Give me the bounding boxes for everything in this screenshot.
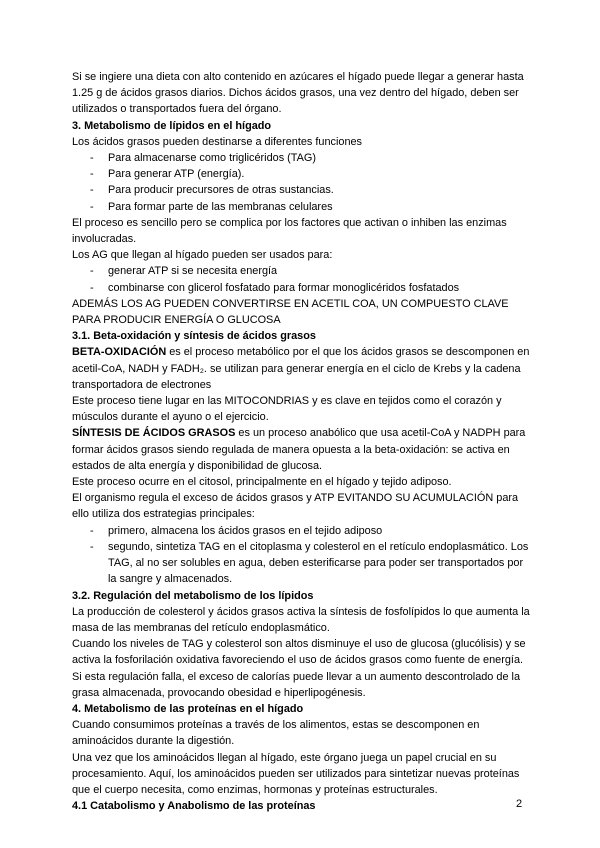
paragraph-regulacion-exceso: El organismo regula el exceso de ácidos grasos y ATP EVITANDO SU ACUMULACIÓN para ello utiliza dos estrategias principales: [72, 492, 519, 521]
list-item: - Para almacenarse como triglicéridos (TAG) [72, 150, 532, 166]
list-ag-uses [72, 263, 532, 295]
paragraph-falla: Si esta regulación falla, el exceso de calorías puede llevar a un aumento descontrolado de la grasa almacenada, provocando obesidad e hiperlipogénesis. [72, 670, 521, 699]
list-item: - Para producir precursores de otras sustancias. [72, 182, 532, 198]
paragraph-proteinas: Cuando consumimos proteínas a través de los alimentos, estas se descomponen en aminoácidos durante la digestión. [72, 719, 480, 748]
list-item: - segundo, sintetiza TAG en el citoplasma y colesterol en el retículo endoplasmático. Los TAG, al no ser solubles en agua, deben esterificarse para poder ser transportados por la sangre y almacenados. [72, 539, 532, 588]
sintesis-text: es un proceso anabólico que usa acetil-CoA y NADPH para formar ácidos grasos siendo regulada de manera opuesta a la beta-oxidación: se activa en estados de alta energía y disponibilidad de glucosa. [72, 427, 526, 472]
term-sintesis: SÍNTESIS DE ÁCIDOS GRASOS [72, 427, 236, 440]
paragraph-citosol: Este proceso ocurre en el citosol, principalmente en el hígado y tejido adiposo. [72, 476, 452, 489]
paragraph-aminoacidos: Una vez que los aminoácidos llegan al hígado, este órgano juega un papel crucial en su procesamiento. Aquí, los aminoácidos pueden ser utilizados para sintetizar nuevas proteínas que el cuerpo necesita, como enzimas, hormonas y proteínas estructurales. [72, 751, 520, 796]
heading-3-2: 3.2. Regulación del metabolismo de los lípidos [72, 589, 314, 602]
list-item: - generar ATP si se necesita energía [72, 263, 532, 279]
paragraph-acetil-coa: ADEMÁS LOS AG PUEDEN CONVERTIRSE EN ACETIL COA, UN COMPUESTO CLAVE PARA PRODUCIR ENERGÍA O GLUCOSA [72, 297, 509, 327]
paragraph-sintesis [72, 425, 532, 474]
beta-oxidacion-text: es el proceso metabólico por el que los ácidos grasos se descomponen en acetil-CoA, NADH y FADH₂. se utilizan para generar energía en el ciclo de Krebs y la cadena transportadora de electrones [72, 346, 530, 391]
paragraph-beta-oxidacion [72, 344, 532, 393]
document-page [72, 69, 532, 814]
paragraph-ag-uses: Los AG que llegan al hígado pueden ser usados para: [72, 249, 333, 262]
paragraph-functions: Los ácidos grasos pueden destinarse a diferentes funciones [72, 135, 363, 148]
list-estrategias [72, 523, 532, 588]
paragraph-intro: Si se ingiere una dieta con alto contenido en azúcares el hígado puede llegar a generar hasta 1.25 g de ácidos grasos diarios. Dichos ácidos grasos, una vez dentro del hígado, deben ser utilizados o transportados fuera del órgano. [72, 71, 524, 116]
page-number: 2 [516, 798, 523, 810]
paragraph-mitocondrias: Este proceso tiene lugar en las MITOCONDRIAS y es clave en tejidos como el corazón y músculos durante el ayuno o el ejercicio. [72, 395, 502, 424]
list-functions [72, 150, 532, 215]
paragraph-process: El proceso es sencillo pero se complica por los factores que activan o inhiben las enzimas involucradas. [72, 216, 507, 246]
heading-3: 3. Metabolismo de lípidos en el hígado [72, 119, 272, 132]
list-item: - primero, almacena los ácidos grasos en el tejido adiposo [72, 523, 532, 539]
heading-4-1: 4.1 Catabolismo y Anabolismo de las proteínas [72, 800, 316, 813]
list-item: - Para formar parte de las membranas celulares [72, 199, 532, 215]
heading-3-1: 3.1. Beta-oxidación y síntesis de ácidos grasos [72, 330, 316, 343]
term-beta-oxidacion: BETA-OXIDACIÓN [72, 346, 167, 359]
paragraph-tag-niveles: Cuando los niveles de TAG y colesterol son altos disminuye el uso de glucosa (glucólisis) y se activa la fosforilación oxidativa favoreciendo el uso de ácidos grasos como fuente de energía. [72, 638, 526, 667]
heading-4: 4. Metabolismo de las proteínas en el hígado [72, 702, 304, 715]
list-item: - Para generar ATP (energía). [72, 166, 532, 182]
paragraph-colesterol: La producción de colesterol y ácidos grasos activa la síntesis de fosfolípidos lo que aumenta la masa de las membranas del retículo endoplasmático. [72, 605, 530, 634]
list-item: - combinarse con glicerol fosfatado para formar monoglicéridos fosfatados [72, 280, 532, 296]
